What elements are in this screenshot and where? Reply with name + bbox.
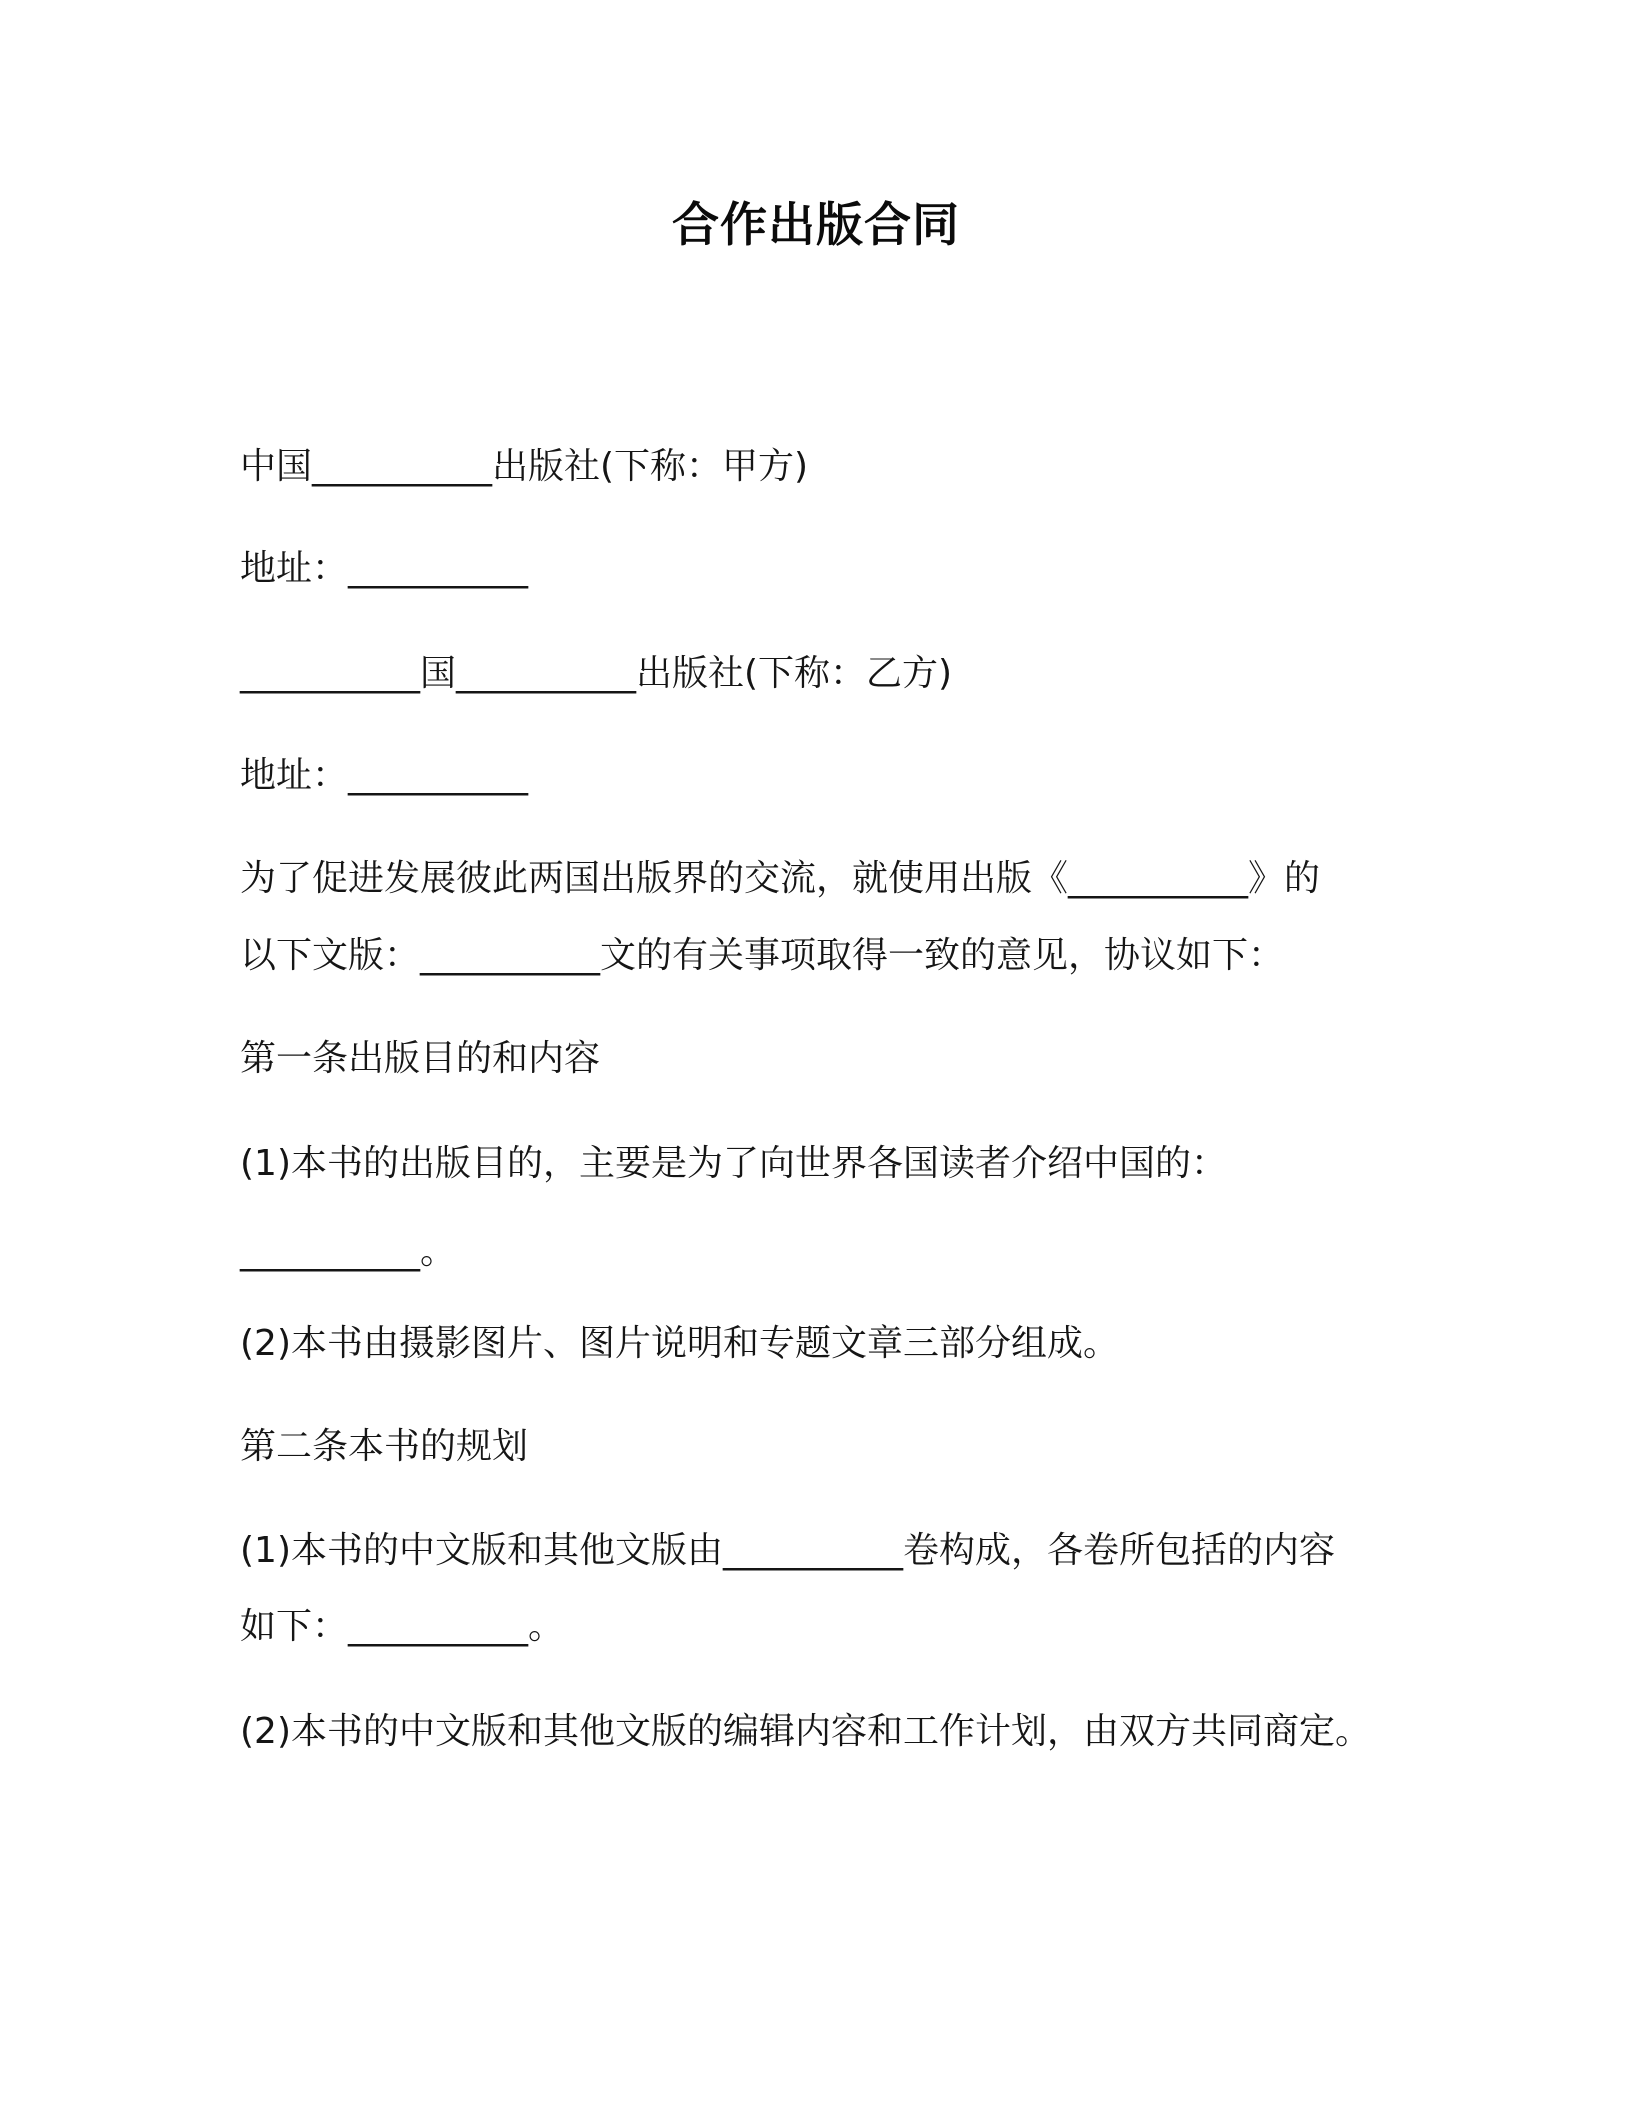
- article-1-clause-1: (1)本书的出版目的，主要是为了向世界各国读者介绍中国的：: [240, 1143, 1227, 1184]
- article-2-heading: 第二条本书的规划: [240, 1426, 529, 1467]
- article-2-clause-1-continuation: 如下：__________。: [240, 1606, 565, 1647]
- preamble-line-1: 为了促进发展彼此两国出版界的交流，就使用出版《__________》的: [240, 858, 1321, 899]
- article-2-clause-1: (1)本书的中文版和其他文版由__________卷构成，各卷所包括的内容: [240, 1530, 1335, 1571]
- party-a-address: 地址：__________: [240, 548, 529, 589]
- article-1-heading: 第一条出版目的和内容: [240, 1038, 601, 1079]
- party-b-line: __________国__________出版社(下称：乙方): [240, 653, 953, 694]
- document-title: 合作出版合同: [672, 198, 960, 253]
- preamble-line-2: 以下文版：__________文的有关事项取得一致的意见，协议如下：: [240, 935, 1285, 976]
- party-b-address: 地址：__________: [240, 755, 529, 796]
- article-2-clause-2: (2)本书的中文版和其他文版的编辑内容和工作计划，由双方共同商定。: [240, 1711, 1371, 1752]
- party-a-line: 中国__________出版社(下称：甲方): [240, 446, 809, 487]
- article-1-clause-2: (2)本书由摄影图片、图片说明和专题文章三部分组成。: [240, 1323, 1119, 1364]
- article-1-clause-1-continuation: __________。: [240, 1231, 457, 1272]
